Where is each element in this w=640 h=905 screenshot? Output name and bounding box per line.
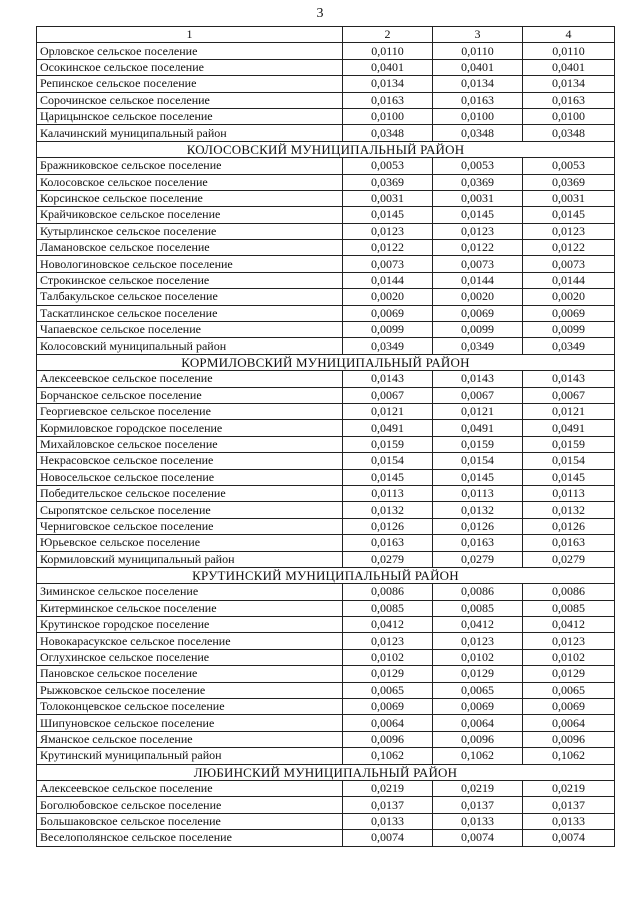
settlement-name: Михайловское сельское поселение: [37, 436, 343, 452]
value-col-3: 0,0102: [433, 649, 523, 665]
value-col-4: 0,0401: [523, 59, 615, 75]
value-col-3: 0,0100: [433, 108, 523, 124]
table-row: [37, 682, 615, 698]
district-title: КОРМИЛОВСКИЙ МУНИЦИПАЛЬНЫЙ РАЙОН: [37, 354, 615, 370]
value-col-4: 0,0113: [523, 485, 615, 501]
settlement-name: Оглухинское сельское поселение: [37, 649, 343, 665]
value-col-2: 0,0065: [343, 682, 433, 698]
value-col-4: 0,1062: [523, 748, 615, 764]
value-col-3: 0,0073: [433, 256, 523, 272]
value-col-3: 0,0113: [433, 485, 523, 501]
value-col-2: 0,0123: [343, 633, 433, 649]
district-header-row: [37, 764, 615, 780]
table-row: [37, 535, 615, 551]
settlement-name: Таскатлинское сельское поселение: [37, 305, 343, 321]
district-header-row: [37, 354, 615, 370]
settlement-name: Репинское сельское поселение: [37, 76, 343, 92]
settlement-name: Борчанское сельское поселение: [37, 387, 343, 403]
value-col-4: 0,0065: [523, 682, 615, 698]
table-row: [37, 551, 615, 567]
table-header-row: [37, 27, 615, 43]
settlement-name: Китерминское сельское поселение: [37, 600, 343, 616]
settlement-name: Алексеевское сельское поселение: [37, 371, 343, 387]
table-row: [37, 305, 615, 321]
value-col-4: 0,0074: [523, 830, 615, 846]
value-col-2: 0,0069: [343, 699, 433, 715]
value-col-4: 0,0053: [523, 158, 615, 174]
table-row: [37, 92, 615, 108]
settlement-name: Новосельское сельское поселение: [37, 469, 343, 485]
table-row: [37, 338, 615, 354]
value-col-2: 0,0085: [343, 600, 433, 616]
value-col-4: 0,0143: [523, 371, 615, 387]
value-col-4: 0,0126: [523, 518, 615, 534]
value-col-3: 0,0349: [433, 338, 523, 354]
table-row: [37, 502, 615, 518]
value-col-4: 0,0031: [523, 190, 615, 206]
value-col-3: 0,0069: [433, 305, 523, 321]
settlement-name: Юрьевское сельское поселение: [37, 535, 343, 551]
value-col-4: 0,0073: [523, 256, 615, 272]
settlement-name: Крутинский муниципальный район: [37, 748, 343, 764]
value-col-3: 0,0219: [433, 780, 523, 796]
settlement-name: Шипуновское сельское поселение: [37, 715, 343, 731]
settlement-name: Толоконцевское сельское поселение: [37, 699, 343, 715]
value-col-2: 0,0096: [343, 731, 433, 747]
value-col-4: 0,0067: [523, 387, 615, 403]
settlement-name: Крайчиковское сельское поселение: [37, 207, 343, 223]
value-col-4: 0,0137: [523, 797, 615, 813]
settlement-name: Кормиловское городское поселение: [37, 420, 343, 436]
value-col-3: 0,0065: [433, 682, 523, 698]
value-col-2: 0,0129: [343, 666, 433, 682]
value-col-3: 0,0137: [433, 797, 523, 813]
value-col-3: 0,0123: [433, 223, 523, 239]
table-row: [37, 403, 615, 419]
value-col-4: 0,0412: [523, 617, 615, 633]
value-col-2: 0,0163: [343, 535, 433, 551]
value-col-2: 0,0491: [343, 420, 433, 436]
value-col-4: 0,0349: [523, 338, 615, 354]
settlement-name: Алексеевское сельское поселение: [37, 780, 343, 796]
value-col-2: 0,0126: [343, 518, 433, 534]
table-row: [37, 518, 615, 534]
value-col-2: 0,0145: [343, 469, 433, 485]
settlement-name: Царицынское сельское поселение: [37, 108, 343, 124]
settlement-name: Победительское сельское поселение: [37, 485, 343, 501]
table-row: [37, 715, 615, 731]
settlement-name: Георгиевское сельское поселение: [37, 403, 343, 419]
table-row: [37, 731, 615, 747]
value-col-2: 0,0100: [343, 108, 433, 124]
settlement-name: Большаковское сельское поселение: [37, 813, 343, 829]
value-col-4: 0,0133: [523, 813, 615, 829]
value-col-2: 0,0219: [343, 780, 433, 796]
table-row: [37, 748, 615, 764]
value-col-2: 0,0053: [343, 158, 433, 174]
value-col-3: 0,0132: [433, 502, 523, 518]
table-row: [37, 108, 615, 124]
value-col-3: 0,0086: [433, 584, 523, 600]
value-col-3: 0,0279: [433, 551, 523, 567]
value-col-3: 0,0074: [433, 830, 523, 846]
value-col-3: 0,0491: [433, 420, 523, 436]
district-header-row: [37, 141, 615, 157]
value-col-2: 0,0099: [343, 322, 433, 338]
value-col-2: 0,0159: [343, 436, 433, 452]
header-col-4: 4: [523, 27, 615, 43]
value-col-2: 0,0123: [343, 223, 433, 239]
value-col-3: 0,0369: [433, 174, 523, 190]
district-header-row: [37, 567, 615, 583]
value-col-4: 0,0099: [523, 322, 615, 338]
settlement-name: Колосовское сельское поселение: [37, 174, 343, 190]
value-col-4: 0,0279: [523, 551, 615, 567]
value-col-3: 0,0123: [433, 633, 523, 649]
table-row: [37, 43, 615, 59]
value-col-4: 0,0069: [523, 305, 615, 321]
table-row: [37, 158, 615, 174]
value-col-2: 0,0064: [343, 715, 433, 731]
page-number: 3: [316, 6, 324, 21]
value-col-2: 0,0132: [343, 502, 433, 518]
value-col-2: 0,0279: [343, 551, 433, 567]
value-col-3: 0,0121: [433, 403, 523, 419]
table-row: [37, 830, 615, 846]
value-col-3: 0,0163: [433, 535, 523, 551]
settlement-name: Черниговское сельское поселение: [37, 518, 343, 534]
value-col-4: 0,0129: [523, 666, 615, 682]
value-col-2: 0,0069: [343, 305, 433, 321]
value-col-4: 0,0134: [523, 76, 615, 92]
value-col-2: 0,0412: [343, 617, 433, 633]
value-col-4: 0,0085: [523, 600, 615, 616]
value-col-2: 0,0110: [343, 43, 433, 59]
value-col-3: 0,0031: [433, 190, 523, 206]
table-row: [37, 223, 615, 239]
value-col-4: 0,0145: [523, 207, 615, 223]
value-col-4: 0,0020: [523, 289, 615, 305]
value-col-2: 0,0349: [343, 338, 433, 354]
value-col-2: 0,0134: [343, 76, 433, 92]
value-col-3: 0,0145: [433, 469, 523, 485]
district-title: КОЛОСОВСКИЙ МУНИЦИПАЛЬНЫЙ РАЙОН: [37, 141, 615, 157]
settlement-name: Сорочинское сельское поселение: [37, 92, 343, 108]
settlement-name: Чапаевское сельское поселение: [37, 322, 343, 338]
value-col-2: 0,0401: [343, 59, 433, 75]
value-col-3: 0,0163: [433, 92, 523, 108]
value-col-2: 0,0020: [343, 289, 433, 305]
table-row: [37, 469, 615, 485]
settlement-name: Веселополянское сельское поселение: [37, 830, 343, 846]
table-row: [37, 240, 615, 256]
table-row: [37, 256, 615, 272]
table-row: [37, 633, 615, 649]
value-col-4: 0,0069: [523, 699, 615, 715]
value-col-4: 0,0144: [523, 272, 615, 288]
table-row: [37, 436, 615, 452]
table-row: [37, 780, 615, 796]
value-col-4: 0,0132: [523, 502, 615, 518]
value-col-2: 0,0102: [343, 649, 433, 665]
value-col-2: 0,0122: [343, 240, 433, 256]
table-row: [37, 666, 615, 682]
value-col-4: 0,0086: [523, 584, 615, 600]
table-row: [37, 387, 615, 403]
table-row: [37, 289, 615, 305]
table-row: [37, 797, 615, 813]
table-row: [37, 699, 615, 715]
settlement-name: Калачинский муниципальный район: [37, 125, 343, 141]
value-col-4: 0,0123: [523, 223, 615, 239]
value-col-2: 0,0154: [343, 453, 433, 469]
value-col-2: 0,0121: [343, 403, 433, 419]
value-col-4: 0,0348: [523, 125, 615, 141]
settlement-name: Кормиловский муниципальный район: [37, 551, 343, 567]
value-col-3: 0,0122: [433, 240, 523, 256]
table-row: [37, 584, 615, 600]
value-col-4: 0,0122: [523, 240, 615, 256]
value-col-3: 0,0053: [433, 158, 523, 174]
value-col-3: 0,0129: [433, 666, 523, 682]
value-col-4: 0,0163: [523, 92, 615, 108]
settlement-name: Орловское сельское поселение: [37, 43, 343, 59]
value-col-4: 0,0100: [523, 108, 615, 124]
settlement-name: Сыропятское сельское поселение: [37, 502, 343, 518]
table-row: [37, 59, 615, 75]
value-col-3: 0,0064: [433, 715, 523, 731]
settlement-name: Строкинское сельское поселение: [37, 272, 343, 288]
header-col-1: 1: [37, 27, 343, 43]
value-col-2: 0,0369: [343, 174, 433, 190]
value-col-2: 0,0086: [343, 584, 433, 600]
value-col-3: 0,0145: [433, 207, 523, 223]
value-col-3: 0,0099: [433, 322, 523, 338]
settlement-name: Талбакульское сельское поселение: [37, 289, 343, 305]
value-col-3: 0,0126: [433, 518, 523, 534]
value-col-3: 0,0143: [433, 371, 523, 387]
value-col-4: 0,0369: [523, 174, 615, 190]
settlement-name: Корсинское сельское поселение: [37, 190, 343, 206]
value-col-2: 0,0163: [343, 92, 433, 108]
settlement-name: Кутырлинское сельское поселение: [37, 223, 343, 239]
settlement-name: Пановское сельское поселение: [37, 666, 343, 682]
settlement-name: Колосовский муниципальный район: [37, 338, 343, 354]
value-col-2: 0,0113: [343, 485, 433, 501]
value-col-3: 0,0348: [433, 125, 523, 141]
value-col-4: 0,0064: [523, 715, 615, 731]
value-col-3: 0,0096: [433, 731, 523, 747]
table-row: [37, 125, 615, 141]
value-col-3: 0,0144: [433, 272, 523, 288]
settlement-name: Бражниковское сельское поселение: [37, 158, 343, 174]
table-row: [37, 617, 615, 633]
value-col-4: 0,0491: [523, 420, 615, 436]
table-row: [37, 207, 615, 223]
table-row: [37, 322, 615, 338]
value-col-3: 0,0110: [433, 43, 523, 59]
settlement-name: Некрасовское сельское поселение: [37, 453, 343, 469]
value-col-3: 0,0069: [433, 699, 523, 715]
value-col-4: 0,0102: [523, 649, 615, 665]
value-col-2: 0,0145: [343, 207, 433, 223]
value-col-2: 0,0073: [343, 256, 433, 272]
value-col-4: 0,0145: [523, 469, 615, 485]
value-col-2: 0,0137: [343, 797, 433, 813]
header-col-3: 3: [433, 27, 523, 43]
value-col-3: 0,0134: [433, 76, 523, 92]
value-col-4: 0,0110: [523, 43, 615, 59]
district-title: ЛЮБИНСКИЙ МУНИЦИПАЛЬНЫЙ РАЙОН: [37, 764, 615, 780]
value-col-3: 0,0159: [433, 436, 523, 452]
value-col-4: 0,0154: [523, 453, 615, 469]
settlement-name: Зиминское сельское поселение: [37, 584, 343, 600]
settlement-name: Боголюбовское сельское поселение: [37, 797, 343, 813]
value-col-3: 0,0085: [433, 600, 523, 616]
table-row: [37, 420, 615, 436]
table-row: [37, 371, 615, 387]
data-table: [36, 26, 615, 847]
table-row: [37, 174, 615, 190]
value-col-2: 0,1062: [343, 748, 433, 764]
value-col-4: 0,0096: [523, 731, 615, 747]
value-col-3: 0,0133: [433, 813, 523, 829]
value-col-4: 0,0121: [523, 403, 615, 419]
value-col-2: 0,0031: [343, 190, 433, 206]
value-col-2: 0,0133: [343, 813, 433, 829]
value-col-4: 0,0123: [523, 633, 615, 649]
value-col-2: 0,0144: [343, 272, 433, 288]
value-col-4: 0,0163: [523, 535, 615, 551]
table-row: [37, 76, 615, 92]
table-row: [37, 600, 615, 616]
value-col-3: 0,0020: [433, 289, 523, 305]
district-title: КРУТИНСКИЙ МУНИЦИПАЛЬНЫЙ РАЙОН: [37, 567, 615, 583]
table-row: [37, 272, 615, 288]
value-col-4: 0,0219: [523, 780, 615, 796]
value-col-3: 0,0067: [433, 387, 523, 403]
value-col-3: 0,1062: [433, 748, 523, 764]
settlement-name: Осокинское сельское поселение: [37, 59, 343, 75]
value-col-3: 0,0401: [433, 59, 523, 75]
table-body: [37, 27, 615, 847]
value-col-4: 0,0159: [523, 436, 615, 452]
value-col-3: 0,0154: [433, 453, 523, 469]
value-col-2: 0,0074: [343, 830, 433, 846]
settlement-name: Яманское сельское поселение: [37, 731, 343, 747]
table-row: [37, 485, 615, 501]
settlement-name: Новологиновское сельское поселение: [37, 256, 343, 272]
table-row: [37, 453, 615, 469]
settlement-name: Ламановское сельское поселение: [37, 240, 343, 256]
table-row: [37, 813, 615, 829]
settlement-name: Рыжковское сельское поселение: [37, 682, 343, 698]
table-row: [37, 649, 615, 665]
settlement-name: Новокарасукское сельское поселение: [37, 633, 343, 649]
value-col-3: 0,0412: [433, 617, 523, 633]
value-col-2: 0,0067: [343, 387, 433, 403]
value-col-2: 0,0348: [343, 125, 433, 141]
value-col-2: 0,0143: [343, 371, 433, 387]
header-col-2: 2: [343, 27, 433, 43]
table-row: [37, 190, 615, 206]
settlement-name: Крутинское городское поселение: [37, 617, 343, 633]
